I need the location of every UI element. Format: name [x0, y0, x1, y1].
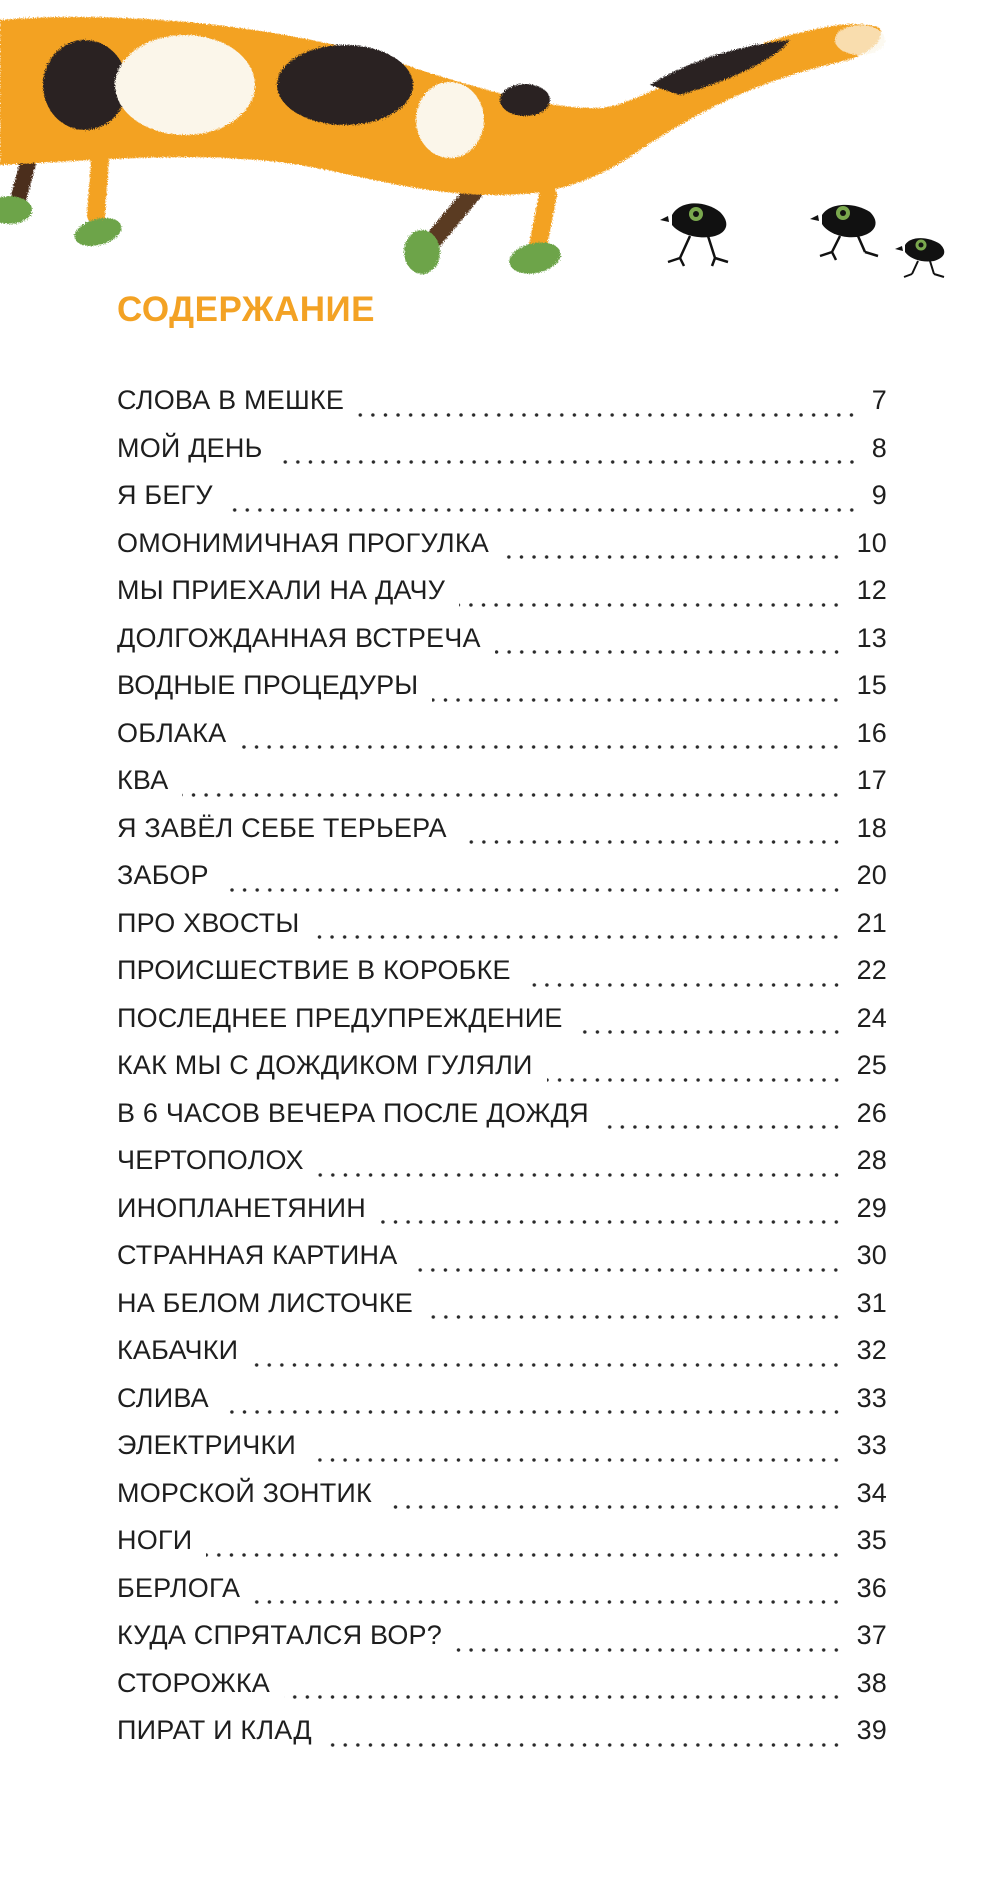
toc-entry [117, 860, 887, 908]
toc-entry-page-number: 22 [856, 955, 887, 985]
toc-entry [117, 575, 887, 623]
toc-entry [117, 1430, 887, 1478]
toc-entry-title: Я БЕГУ [117, 480, 213, 510]
toc-entry [117, 955, 887, 1003]
toc-entry-page-number: 21 [856, 907, 887, 938]
toc-entry [117, 1620, 887, 1668]
toc-entry-page-number: 16 [856, 717, 887, 748]
toc-dot-leader [227, 507, 858, 513]
toc-dot-leader [456, 1647, 843, 1653]
toc-entry-page-number: 32 [856, 1335, 887, 1365]
toc-entry-title: ИНОПЛАНЕТЯНИН [117, 1192, 366, 1223]
toc-dot-leader [240, 744, 842, 750]
toc-dot-leader [427, 1314, 843, 1320]
toc-entry-page-number: 20 [856, 860, 887, 890]
cat-leg [96, 160, 100, 215]
cat-illustration [0, 17, 885, 278]
toc-entry-page-number: 25 [856, 1050, 887, 1080]
toc-entry [117, 1193, 887, 1241]
table-of-contents [117, 385, 887, 1763]
toc-heading: СОДЕРЖАНИЕ [117, 290, 376, 329]
toc-entry [117, 528, 887, 576]
toc-entry-title: ОМОНИМИЧНАЯ ПРОГУЛКА [117, 527, 489, 558]
toc-entry-page-number: 30 [856, 1240, 887, 1270]
toc-dot-leader [503, 554, 843, 560]
toc-dot-leader [386, 1504, 843, 1510]
toc-entry [117, 908, 887, 956]
toc-entry-title: КУДА СПРЯТАЛСЯ ВОР? [117, 1620, 442, 1650]
cat-sock [71, 213, 124, 251]
bird-icon [660, 203, 728, 266]
toc-dot-leader [495, 649, 843, 655]
toc-entry-title: ОБЛАКА [117, 717, 227, 748]
toc-entry [117, 1288, 887, 1336]
toc-entry-title: СЛОВА В МЕШКЕ [117, 385, 345, 415]
toc-dot-leader [432, 697, 842, 703]
cat-spot [416, 82, 484, 158]
toc-entry-page-number: 31 [856, 1287, 887, 1318]
toc-entry-title: СТРАННАЯ КАРТИНА [117, 1240, 398, 1270]
toc-entry-title: ПИРАТ И КЛАД [117, 1715, 312, 1745]
bird-icon [810, 205, 878, 260]
toc-entry [117, 385, 887, 433]
toc-entry [117, 1573, 887, 1621]
toc-dot-leader [358, 412, 858, 418]
toc-entry-page-number: 9 [871, 480, 887, 510]
toc-entry-page-number: 33 [856, 1382, 887, 1413]
toc-entry-title: ЧЕРТОПОЛОХ [117, 1145, 304, 1175]
toc-dot-leader [411, 1267, 842, 1273]
toc-entry-page-number: 39 [856, 1715, 887, 1745]
toc-entry-title: В 6 ЧАСОВ ВЕЧЕРА ПОСЛЕ ДОЖДЯ [117, 1097, 589, 1128]
toc-dot-leader [254, 1599, 842, 1605]
cat-spot [277, 45, 413, 125]
cat-tail-tip [835, 25, 885, 55]
cat-spot [115, 35, 255, 135]
toc-dot-leader [223, 887, 843, 893]
toc-dot-leader [525, 982, 843, 988]
toc-entry [117, 1668, 887, 1716]
toc-entry-page-number: 7 [871, 385, 887, 415]
toc-entry-title: Я ЗАВЁЛ СЕБЕ ТЕРЬЕРА [117, 812, 447, 843]
toc-entry [117, 1145, 887, 1193]
toc-dot-leader [603, 1124, 843, 1130]
cat-spot [500, 84, 550, 116]
toc-entry-page-number: 18 [856, 812, 887, 843]
toc-entry-page-number: 28 [856, 1145, 887, 1175]
toc-dot-leader [459, 602, 842, 608]
toc-dot-leader [182, 792, 842, 798]
toc-entry-title: ПРО ХВОСТЫ [117, 907, 300, 938]
toc-entry-page-number: 15 [856, 670, 887, 700]
toc-entry-page-number: 29 [856, 1192, 887, 1223]
toc-entry-page-number: 38 [856, 1667, 887, 1698]
toc-entry [117, 1715, 887, 1763]
toc-dot-leader [326, 1742, 843, 1748]
toc-entry [117, 718, 887, 766]
toc-entry-page-number: 24 [856, 1002, 887, 1033]
cat-spot [43, 40, 127, 130]
cat-sock [0, 196, 32, 224]
toc-entry-title: МЫ ПРИЕХАЛИ НА ДАЧУ [117, 575, 446, 605]
toc-entry-page-number: 36 [856, 1572, 887, 1603]
toc-entry-title: ДОЛГОЖДАННАЯ ВСТРЕЧА [117, 622, 481, 653]
toc-dot-leader [547, 1077, 843, 1083]
toc-entry-title: БЕРЛОГА [117, 1572, 241, 1603]
header-illustration [0, 0, 1000, 290]
toc-entry-title: ПРОИСШЕСТВИЕ В КОРОБКЕ [117, 955, 511, 985]
toc-entry-title: НОГИ [117, 1525, 193, 1555]
toc-entry-page-number: 17 [856, 765, 887, 795]
toc-entry-title: КАБАЧКИ [117, 1335, 239, 1365]
toc-entry-page-number: 35 [856, 1525, 887, 1555]
cat-sock [506, 238, 563, 278]
toc-entry-page-number: 37 [856, 1620, 887, 1650]
toc-entry-title: МОРСКОЙ ЗОНТИК [117, 1477, 372, 1508]
toc-entry-title: КВА [117, 765, 169, 795]
toc-entry [117, 1383, 887, 1431]
toc-entry-page-number: 33 [856, 1430, 887, 1460]
toc-entry-page-number: 13 [856, 622, 887, 653]
toc-entry-title: ЗАБОР [117, 860, 209, 890]
cat-sock [404, 230, 440, 274]
toc-dot-leader [577, 1029, 843, 1035]
toc-entry [117, 1050, 887, 1098]
toc-dot-leader [380, 1219, 843, 1225]
toc-entry [117, 1335, 887, 1383]
toc-entry-page-number: 10 [856, 527, 887, 558]
toc-dot-leader [223, 1409, 843, 1415]
toc-dot-leader [461, 839, 843, 845]
toc-entry-title: ПОСЛЕДНЕЕ ПРЕДУПРЕЖДЕНИЕ [117, 1002, 563, 1033]
toc-entry [117, 765, 887, 813]
toc-entry-title: НА БЕЛОМ ЛИСТОЧКЕ [117, 1287, 413, 1318]
bird-icon [895, 238, 944, 277]
toc-entry [117, 813, 887, 861]
toc-entry [117, 480, 887, 528]
toc-entry [117, 670, 887, 718]
toc-entry [117, 1478, 887, 1526]
toc-entry [117, 1003, 887, 1051]
toc-entry-title: МОЙ ДЕНЬ [117, 432, 263, 463]
toc-dot-leader [277, 459, 858, 465]
toc-entry [117, 1240, 887, 1288]
toc-entry [117, 433, 887, 481]
bird-illustration [660, 203, 944, 277]
toc-entry-page-number: 26 [856, 1097, 887, 1128]
toc-dot-leader [313, 934, 842, 940]
toc-dot-leader [310, 1457, 843, 1463]
toc-dot-leader [206, 1552, 842, 1558]
toc-entry [117, 1525, 887, 1573]
toc-dot-leader [318, 1172, 843, 1178]
toc-entry-title: ВОДНЫЕ ПРОЦЕДУРЫ [117, 670, 419, 700]
toc-entry-title: ЭЛЕКТРИЧКИ [117, 1430, 297, 1460]
toc-dot-leader [284, 1694, 843, 1700]
toc-entry [117, 1098, 887, 1146]
toc-entry-page-number: 12 [856, 575, 887, 605]
toc-entry-title: КАК МЫ С ДОЖДИКОМ ГУЛЯЛИ [117, 1050, 533, 1080]
toc-entry-title: СТОРОЖКА [117, 1667, 270, 1698]
toc-entry [117, 623, 887, 671]
toc-dot-leader [252, 1362, 842, 1368]
toc-entry-title: СЛИВА [117, 1382, 209, 1413]
toc-entry-page-number: 34 [856, 1477, 887, 1508]
toc-entry-page-number: 8 [871, 432, 887, 463]
